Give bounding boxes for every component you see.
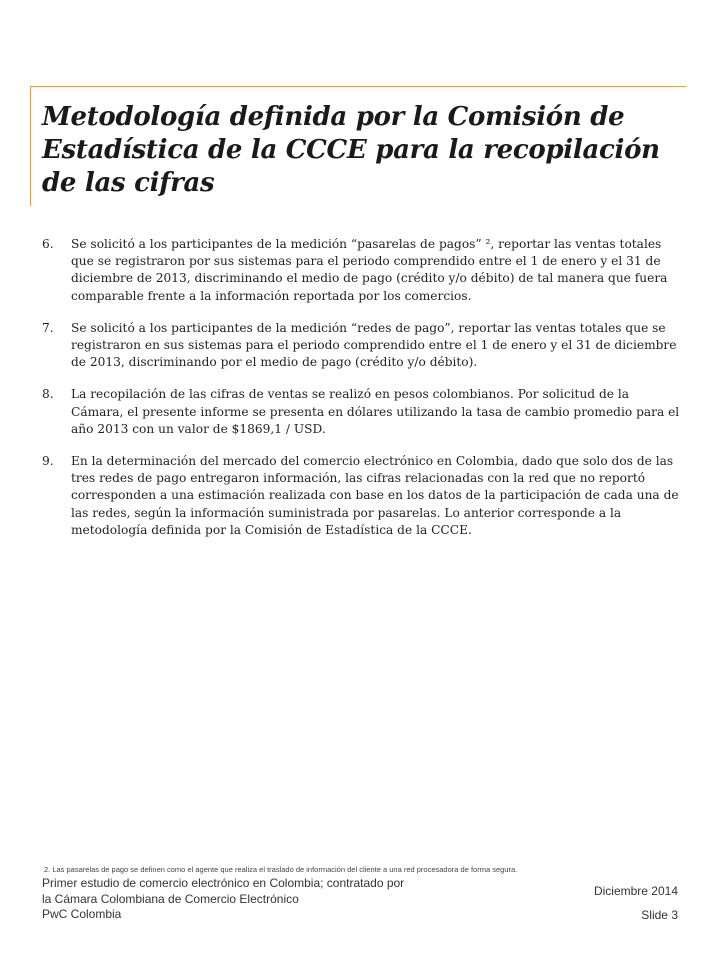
methodology-list bbox=[42, 236, 682, 554]
list-item bbox=[42, 453, 682, 539]
footer-date: Diciembre 2014 bbox=[593, 884, 678, 898]
list-item-number: 9. bbox=[42, 454, 54, 469]
list-item-text: La recopilación de las cifras de ventas se realizó en pesos colombianos. Por solicitud de la Cámara, el presente informe se presenta en dólares utilizando la tasa de cambio promedio para el año 2013 con un valor de $1869,1 / USD. bbox=[71, 387, 680, 436]
footer-line-1: Primer estudio de comercio electrónico en Colombia; contratado por bbox=[42, 876, 405, 890]
slide-number: Slide 3 bbox=[641, 908, 678, 922]
list-item-text: En la determinación del mercado del comercio electrónico en Colombia, dado que solo dos de las tres redes de pago entregaron información, las cifras relacionadas con la red que no reportó corresponden a una estimación realizada con base en los datos de la participación de cada una de las redes, según la información suministrada por pasarelas. Lo anterior corresponde a la metodología definida por la Comisión de Estadística de la CCCE. bbox=[71, 454, 679, 537]
footer-line-3: PwC Colombia bbox=[42, 907, 122, 921]
footnote: 2. Las pasarelas de pago se definen como el agente que realiza el traslado de información del cliente a una red procesadora de forma segura. bbox=[44, 865, 518, 874]
list-item-number: 6. bbox=[42, 237, 54, 251]
list-item bbox=[42, 320, 682, 372]
footer-source bbox=[42, 876, 404, 923]
list-item bbox=[42, 386, 682, 438]
list-item-number: 8. bbox=[42, 387, 54, 402]
footer-line-2: la Cámara Colombiana de Comercio Electrónico bbox=[42, 891, 299, 906]
title-accent-line-horizontal bbox=[30, 86, 686, 87]
list-item-text: Se solicitó a los participantes de la medición “pasarelas de pagos” ², reportar las ventas totales que se registraron por sus sistemas para el periodo comprendido entre el 1 de enero y el 31 de diciembre de 2013, discriminando el medio de pago (crédito y/o débito) de tal manera que fuera comparable frente a la información reportada por los comercios. bbox=[71, 237, 668, 303]
list-item-number: 7. bbox=[42, 320, 54, 335]
list-item bbox=[42, 236, 682, 305]
slide-title: Metodología definida por la Comisión de Estadística de la CCCE para la recopilación de las cifras bbox=[42, 102, 660, 198]
list-item-text: Se solicitó a los participantes de la medición “redes de pago”, reportar las ventas totales que se registraron en sus sistemas para el periodo comprendido entre el 1 de enero y el 31 de diciembre de 2013, discriminando por el medio de pago (crédito y/o débito). bbox=[71, 320, 677, 370]
title-accent-line-vertical bbox=[30, 86, 31, 206]
